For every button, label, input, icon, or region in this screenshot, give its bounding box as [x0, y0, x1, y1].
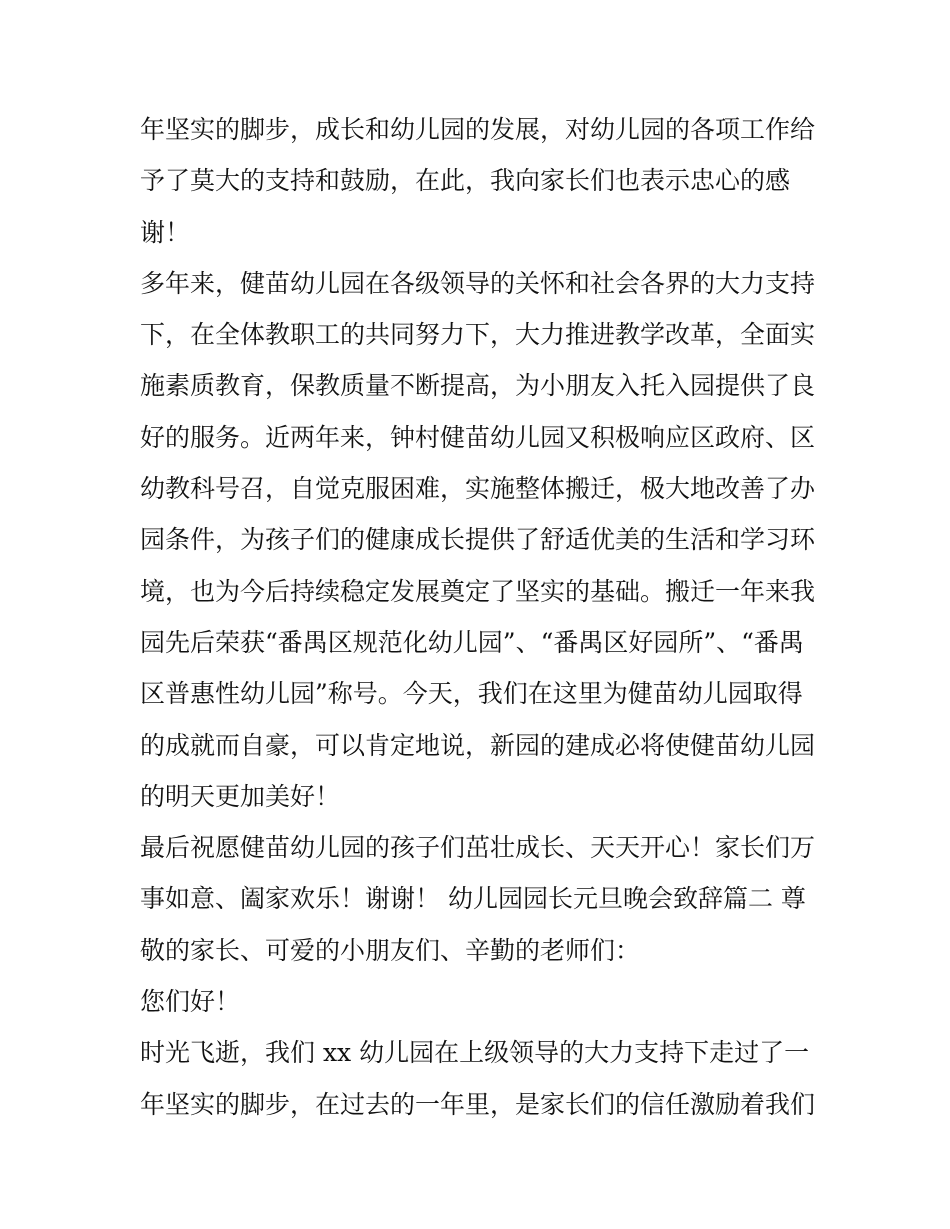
text-line: 施素质教育，保教质量不断提高，为小朋友入托入园提供了良 — [140, 371, 816, 401]
text-line: 下，在全体教职工的共同努力下，大力推进教学改革，全面实 — [140, 320, 816, 350]
text-line: 予了莫大的支持和鼓励，在此，我向家长们也表示忠心的感 — [140, 166, 791, 196]
text-line: 区普惠性幼儿园”称号。今天，我们在这里为健苗幼儿园取得 — [140, 679, 803, 709]
text-line: 事如意、阖家欢乐！谢谢！ 幼儿园园长元旦晚会致辞篇二 尊 — [140, 884, 806, 914]
text-line: 时光飞逝，我们 xx 幼儿园在上级领导的大力支持下走过了一 — [140, 1038, 810, 1068]
text-line: 的成就而自豪，可以肯定地说，新园的建成必将使健苗幼儿园 — [140, 730, 816, 760]
text-line: 境，也为今后持续稳定发展奠定了坚实的基础。搬迁一年来我 — [140, 576, 816, 606]
text-line: 幼教科号召，自觉克服困难，实施整体搬迁，极大地改善了办 — [140, 474, 816, 504]
text-line: 最后祝愿健苗幼儿园的孩子们茁壮成长、天天开心！家长们万 — [140, 833, 816, 863]
text-line: 谢！ — [140, 217, 191, 247]
text-line: 敬的家长、可爱的小朋友们、辛勤的老师们： — [140, 935, 641, 965]
text-line: 园条件，为孩子们的健康成长提供了舒适优美的生活和学习环 — [140, 525, 816, 555]
text-line: 年坚实的脚步，在过去的一年里，是家长们的信任激励着我们 — [140, 1089, 816, 1119]
text-line: 好的服务。近两年来，钟村健苗幼儿园又积极响应区政府、区 — [140, 422, 816, 452]
text-line: 您们好！ — [140, 987, 241, 1017]
text-line: 园先后荣获“番禺区规范化幼儿园”、“番禺区好园所”、“番禺 — [140, 627, 804, 657]
document-body — [140, 104, 820, 1130]
text-line: 的明天更加美好！ — [140, 781, 341, 811]
text-line: 年坚实的脚步，成长和幼儿园的发展，对幼儿园的各项工作给 — [140, 115, 816, 144]
text-line: 多年来，健苗幼儿园在各级领导的关怀和社会各界的大力支持 — [140, 268, 816, 298]
